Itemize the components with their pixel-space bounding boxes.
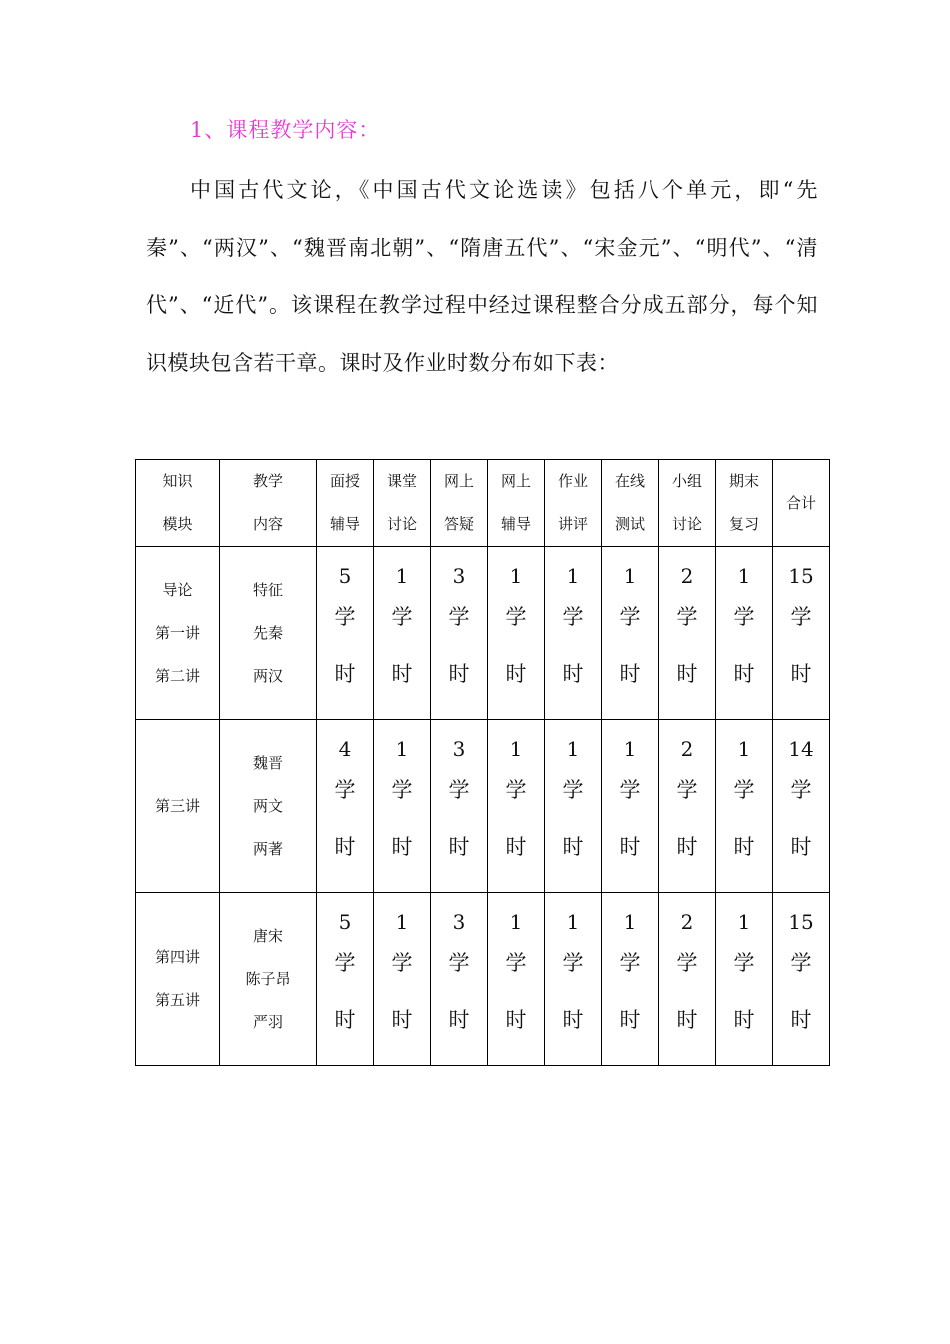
hours-cell-face-tutoring	[317, 720, 374, 893]
hours-value: 15	[788, 909, 814, 934]
header-label: 网上	[443, 472, 474, 490]
unit-label-top: 学	[676, 604, 698, 629]
unit-label-bottom: 时	[733, 1008, 755, 1032]
header-cell-content	[220, 460, 317, 547]
header-cell-online-test	[602, 460, 659, 547]
content-label: 两著	[252, 839, 283, 858]
hours-value: 1	[509, 736, 523, 761]
module-label: 导论	[162, 580, 193, 599]
module-cell	[136, 720, 220, 893]
hours-value: 1	[623, 909, 637, 934]
header-label: 课堂	[386, 472, 417, 490]
hours-value: 1	[737, 909, 751, 934]
unit-label-bottom: 时	[448, 835, 470, 859]
header-label: 辅导	[329, 515, 360, 533]
hours-value: 1	[395, 736, 409, 761]
hours-cell-total	[773, 893, 830, 1066]
header-label: 讲评	[557, 515, 588, 533]
unit-label-top: 学	[562, 604, 584, 629]
header-label: 小组	[671, 472, 702, 490]
hours-cell-online-tutoring	[488, 720, 545, 893]
hours-value: 3	[452, 736, 466, 761]
table-row	[136, 720, 830, 893]
unit-label-bottom: 时	[334, 1008, 356, 1032]
module-cell	[136, 893, 220, 1066]
unit-label-top: 学	[391, 950, 413, 975]
hours-value: 2	[680, 563, 694, 588]
unit-label-bottom: 时	[676, 1008, 698, 1032]
content-label: 魏晋	[252, 753, 283, 772]
hours-cell-homework-review	[545, 547, 602, 720]
module-label: 第四讲	[154, 948, 200, 966]
hours-value: 5	[338, 563, 352, 588]
unit-label-bottom: 时	[619, 662, 641, 686]
unit-label-top: 学	[733, 950, 755, 975]
hours-table	[135, 459, 830, 1066]
unit-label-top: 学	[448, 604, 470, 629]
hours-cell-class-discussion	[374, 720, 431, 893]
header-label: 辅导	[500, 515, 531, 533]
content-label: 两汉	[252, 666, 283, 685]
hours-cell-final-review	[716, 720, 773, 893]
unit-label-bottom: 时	[505, 1008, 527, 1032]
hours-value: 2	[680, 909, 694, 934]
unit-label-bottom: 时	[391, 1008, 413, 1032]
unit-label-top: 学	[619, 777, 641, 802]
hours-cell-group-discussion	[659, 547, 716, 720]
hours-value: 1	[566, 909, 580, 934]
unit-label-bottom: 时	[790, 835, 812, 859]
header-label: 内容	[252, 515, 283, 533]
header-label: 面授	[329, 472, 360, 490]
header-label: 网上	[500, 472, 531, 490]
unit-label-top: 学	[391, 777, 413, 802]
content-label: 特征	[252, 580, 283, 599]
content-cell	[220, 893, 317, 1066]
header-cell-group-discussion	[659, 460, 716, 547]
unit-label-top: 学	[505, 604, 527, 629]
header-label: 测试	[614, 515, 645, 533]
hours-cell-online-test	[602, 547, 659, 720]
unit-label-top: 学	[733, 777, 755, 802]
unit-label-top: 学	[790, 777, 812, 802]
unit-label-top: 学	[505, 777, 527, 802]
hours-cell-online-test	[602, 720, 659, 893]
unit-label-bottom: 时	[448, 1008, 470, 1032]
unit-label-top: 学	[448, 950, 470, 975]
table-row	[136, 893, 830, 1066]
unit-label-top: 学	[619, 604, 641, 629]
header-label: 讨论	[386, 515, 417, 533]
table-row	[136, 547, 830, 720]
hours-value: 3	[452, 909, 466, 934]
hours-cell-class-discussion	[374, 547, 431, 720]
header-label: 作业	[557, 472, 588, 490]
unit-label-top: 学	[334, 950, 356, 975]
hours-cell-final-review	[716, 893, 773, 1066]
hours-cell-class-discussion	[374, 893, 431, 1066]
unit-label-bottom: 时	[733, 835, 755, 859]
header-label: 讨论	[671, 515, 702, 533]
unit-label-bottom: 时	[676, 835, 698, 859]
hours-cell-group-discussion	[659, 720, 716, 893]
hours-value: 15	[788, 563, 814, 588]
hours-value: 1	[509, 563, 523, 588]
hours-cell-total	[773, 547, 830, 720]
header-label: 模块	[162, 515, 193, 533]
hours-cell-final-review	[716, 547, 773, 720]
module-label: 第三讲	[154, 796, 200, 815]
hours-value: 1	[623, 736, 637, 761]
content-label: 先秦	[252, 623, 283, 642]
unit-label-top: 学	[391, 604, 413, 629]
header-label: 期末	[728, 472, 759, 490]
unit-label-top: 学	[448, 777, 470, 802]
unit-label-top: 学	[619, 950, 641, 975]
unit-label-bottom: 时	[562, 662, 584, 686]
intro-paragraph: 中国古代文论，《中国古代文论选读》包括八个单元，即“先秦”、“两汉”、“魏晋南北朝”、“隋唐五代”、“宋金元”、“明代”、“清代”、“近代”。该课程在教学过程中经过课程整合分成五部分，每个知识模块包含若干章。课时及作业时数分布如下表：	[146, 178, 818, 375]
hours-cell-online-qa	[431, 893, 488, 1066]
unit-label-top: 学	[505, 950, 527, 975]
unit-label-bottom: 时	[505, 835, 527, 859]
unit-label-bottom: 时	[790, 1008, 812, 1032]
content-cell	[220, 547, 317, 720]
module-label: 第二讲	[154, 666, 200, 685]
hours-value: 4	[338, 736, 352, 761]
hours-value: 1	[395, 909, 409, 934]
hours-value: 1	[509, 909, 523, 934]
header-cell-module	[136, 460, 220, 547]
header-cell-final-review	[716, 460, 773, 547]
unit-label-bottom: 时	[391, 662, 413, 686]
hours-cell-face-tutoring	[317, 893, 374, 1066]
unit-label-bottom: 时	[448, 662, 470, 686]
unit-label-bottom: 时	[676, 662, 698, 686]
unit-label-top: 学	[334, 777, 356, 802]
header-label: 在线	[614, 472, 645, 490]
hours-value: 14	[788, 736, 814, 761]
hours-value: 1	[566, 736, 580, 761]
module-cell	[136, 547, 220, 720]
unit-label-bottom: 时	[562, 1008, 584, 1032]
unit-label-bottom: 时	[733, 662, 755, 686]
header-cell-class-discussion	[374, 460, 431, 547]
header-label: 答疑	[443, 515, 474, 533]
hours-cell-online-tutoring	[488, 893, 545, 1066]
content-label: 严羽	[252, 1012, 283, 1031]
header-cell-homework-review	[545, 460, 602, 547]
module-label: 第一讲	[154, 623, 200, 642]
unit-label-bottom: 时	[505, 662, 527, 686]
unit-label-top: 学	[334, 604, 356, 629]
unit-label-top: 学	[562, 950, 584, 975]
unit-label-bottom: 时	[334, 662, 356, 686]
hours-cell-homework-review	[545, 893, 602, 1066]
hours-value: 1	[395, 563, 409, 588]
header-label: 合计	[785, 493, 816, 512]
hours-cell-homework-review	[545, 720, 602, 893]
module-label: 第五讲	[154, 991, 200, 1009]
table-header-row	[136, 460, 830, 547]
unit-label-bottom: 时	[619, 835, 641, 859]
unit-label-top: 学	[676, 950, 698, 975]
header-label: 复习	[728, 515, 759, 533]
hours-value: 1	[623, 563, 637, 588]
unit-label-bottom: 时	[790, 662, 812, 686]
hours-cell-online-tutoring	[488, 547, 545, 720]
unit-label-bottom: 时	[619, 1008, 641, 1032]
content-cell	[220, 720, 317, 893]
header-cell-face-tutoring	[317, 460, 374, 547]
hours-cell-online-qa	[431, 547, 488, 720]
hours-value: 1	[737, 736, 751, 761]
unit-label-bottom: 时	[391, 835, 413, 859]
unit-label-top: 学	[562, 777, 584, 802]
content-label: 两文	[252, 796, 283, 815]
hours-value: 1	[737, 563, 751, 588]
section-heading: 1、课程教学内容：	[190, 118, 381, 142]
unit-label-top: 学	[676, 777, 698, 802]
hours-value: 1	[566, 563, 580, 588]
header-label: 教学	[252, 472, 283, 490]
hours-cell-total	[773, 720, 830, 893]
unit-label-top: 学	[790, 604, 812, 629]
hours-cell-face-tutoring	[317, 547, 374, 720]
hours-value: 5	[338, 909, 352, 934]
hours-cell-online-test	[602, 893, 659, 1066]
hours-cell-online-qa	[431, 720, 488, 893]
content-label: 唐宋	[252, 926, 283, 945]
header-cell-total	[773, 460, 830, 547]
unit-label-top: 学	[790, 950, 812, 975]
hours-value: 2	[680, 736, 694, 761]
header-label: 知识	[162, 472, 193, 490]
content-label: 陈子昂	[245, 969, 291, 988]
header-cell-online-qa	[431, 460, 488, 547]
unit-label-bottom: 时	[562, 835, 584, 859]
hours-value: 3	[452, 563, 466, 588]
header-cell-online-tutoring	[488, 460, 545, 547]
unit-label-bottom: 时	[334, 835, 356, 859]
unit-label-top: 学	[733, 604, 755, 629]
hours-cell-group-discussion	[659, 893, 716, 1066]
